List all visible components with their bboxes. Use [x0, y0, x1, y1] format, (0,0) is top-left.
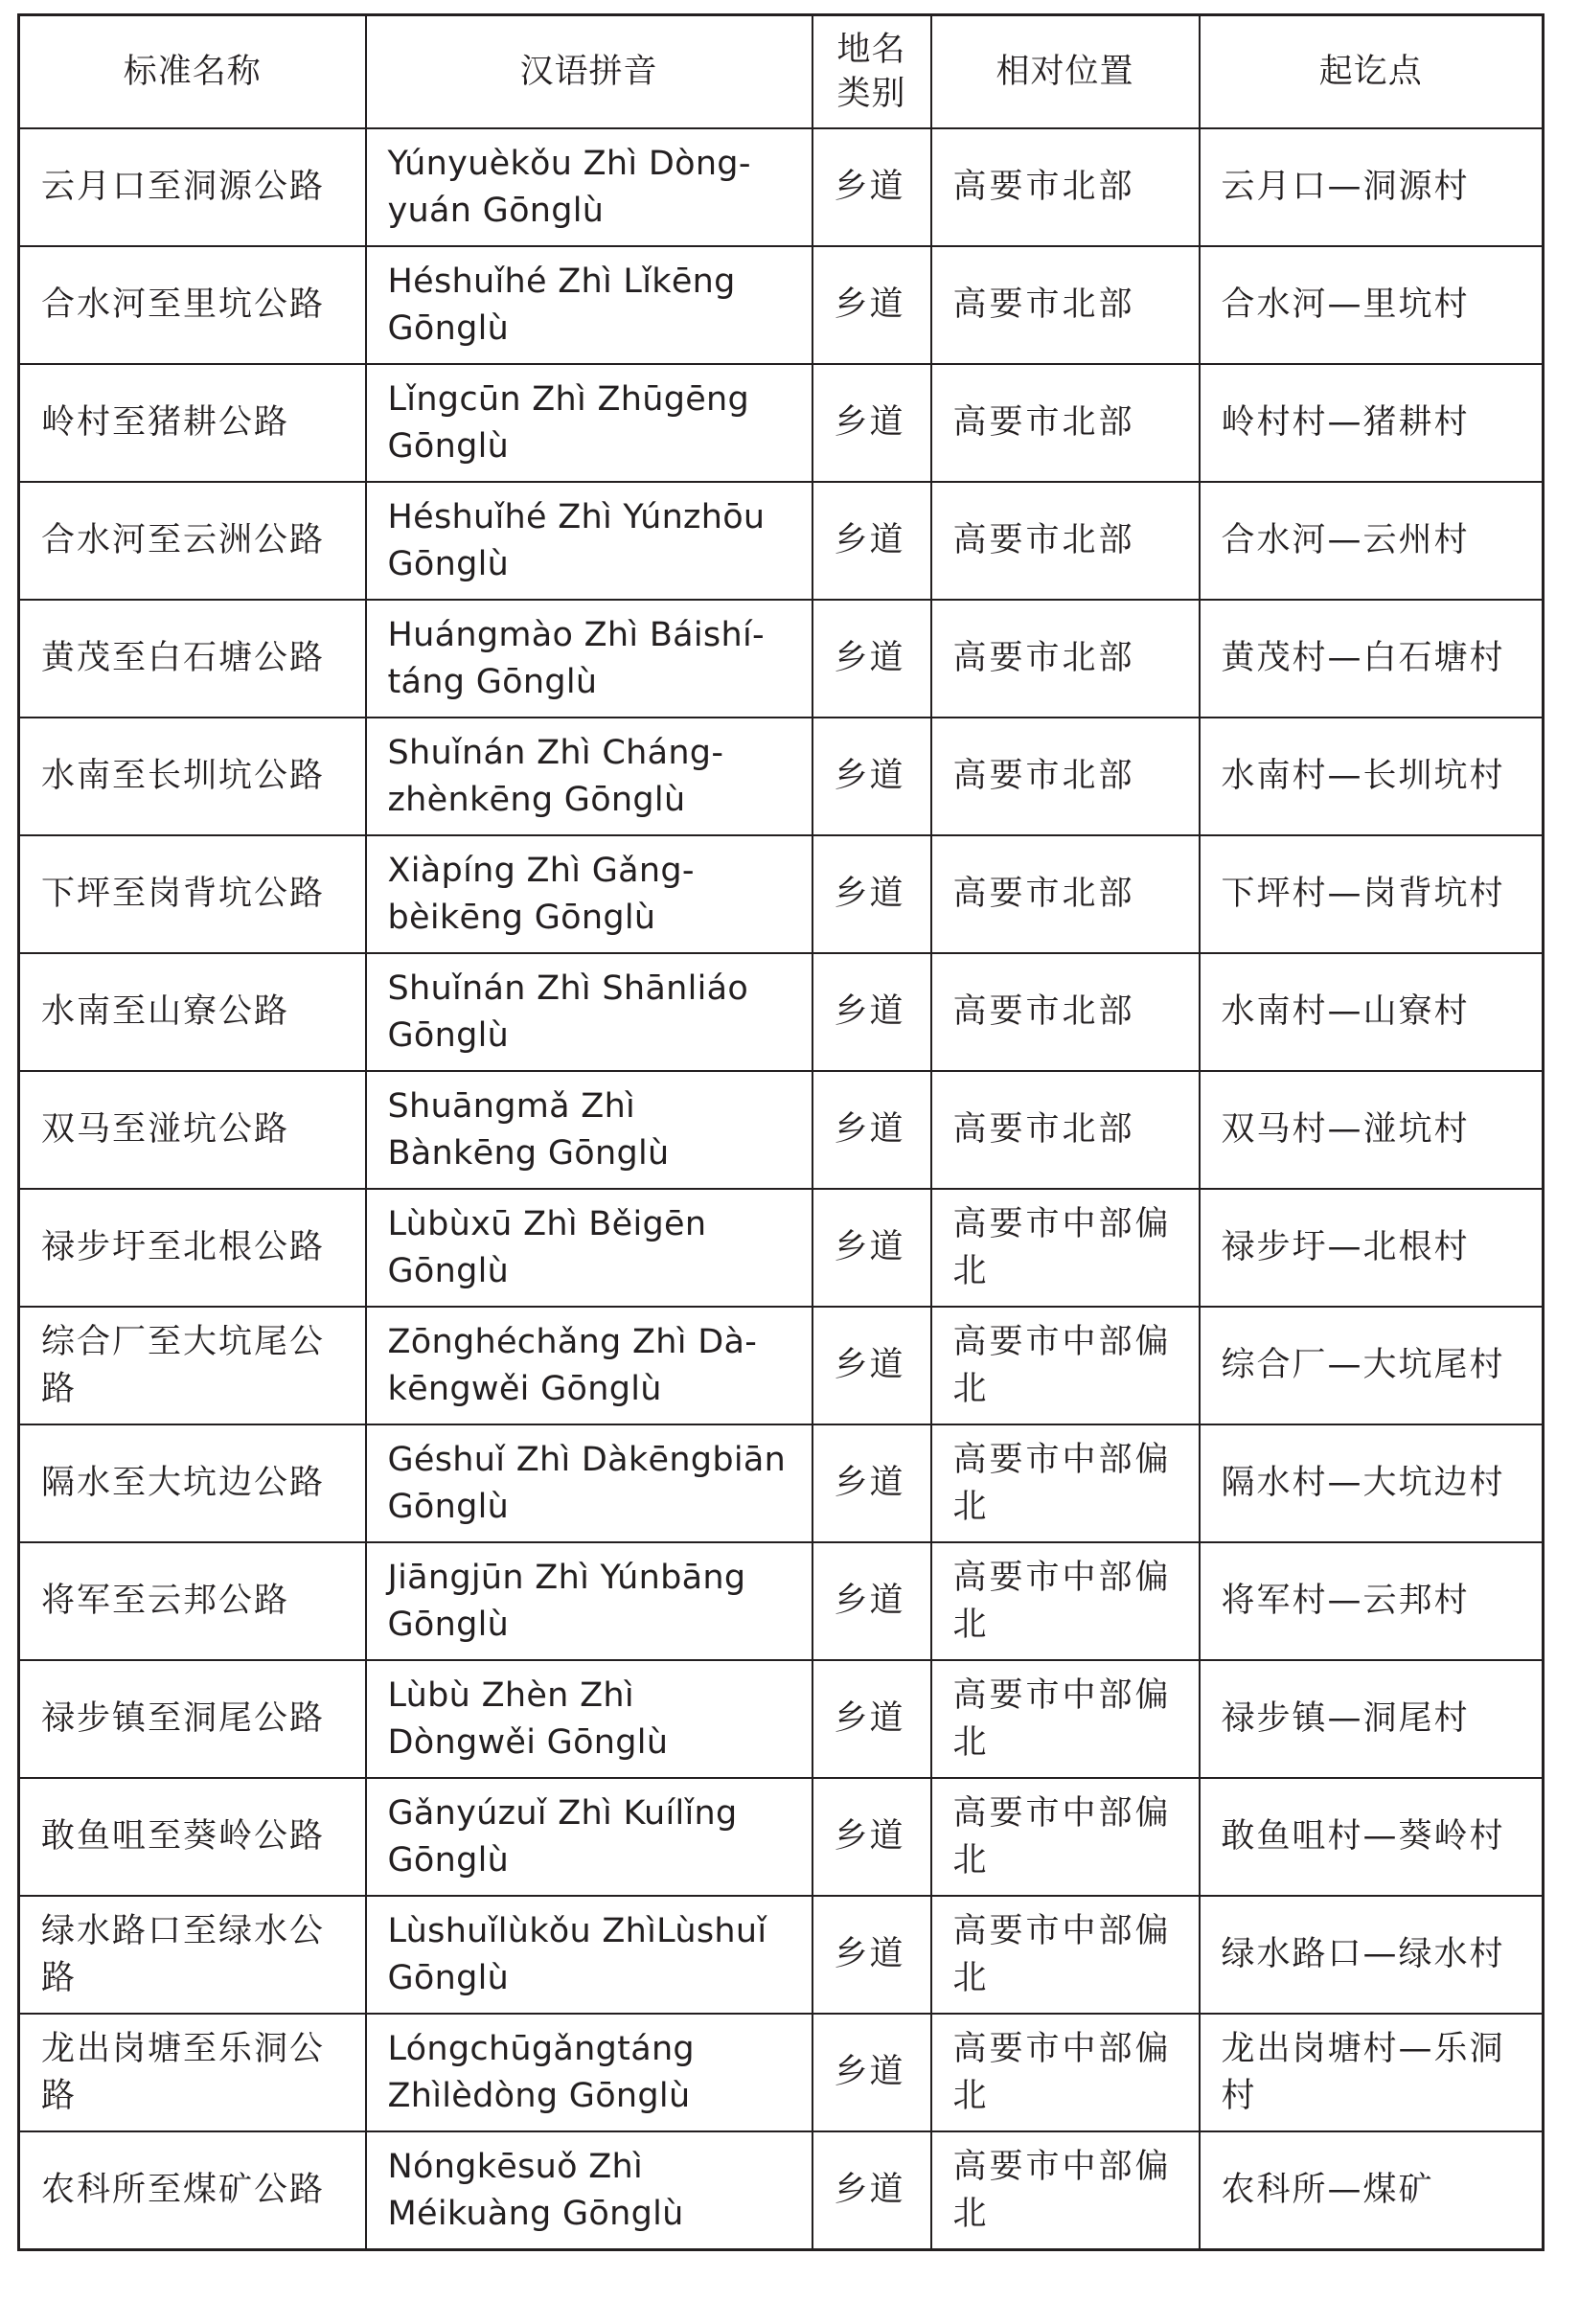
header-row: [19, 15, 1544, 129]
cell-start-end: 黄茂村—白石塘村: [1200, 600, 1544, 718]
cell-category: 乡道: [812, 1071, 931, 1189]
cell-start-end: 双马村—湴坑村: [1200, 1071, 1544, 1189]
cell-pinyin: Géshuǐ Zhì Dàkēngbiān Gōnglù: [366, 1424, 812, 1542]
cell-start-end: 禄步圩—北根村: [1200, 1189, 1544, 1307]
cell-category: 乡道: [812, 1778, 931, 1896]
cell-start-end: 水南村—长圳坑村: [1200, 718, 1544, 835]
cell-relative-position: 高要市北部: [931, 600, 1200, 718]
table-row: [19, 246, 1544, 364]
cell-standard-name: 水南至长圳坑公路: [19, 718, 366, 835]
cell-category: 乡道: [812, 1542, 931, 1660]
cell-standard-name: 水南至山寮公路: [19, 953, 366, 1071]
cell-category: 乡道: [812, 600, 931, 718]
cell-standard-name: 农科所至煤矿公路: [19, 2131, 366, 2250]
cell-standard-name: 岭村至猪耕公路: [19, 364, 366, 482]
cell-standard-name: 敢鱼咀至葵岭公路: [19, 1778, 366, 1896]
cell-pinyin: Shuāngmǎ Zhì Bànkēng Gōnglù: [366, 1071, 812, 1189]
cell-pinyin: Xiàpíng Zhì Gǎng-bèikēng Gōnglù: [366, 835, 812, 953]
cell-pinyin: Lùshuǐlùkǒu ZhìLùshuǐ Gōnglù: [366, 1896, 812, 2014]
cell-standard-name: 禄步圩至北根公路: [19, 1189, 366, 1307]
table-row: [19, 1542, 1544, 1660]
cell-category: 乡道: [812, 246, 931, 364]
header-relative-position: 相对位置: [931, 15, 1200, 129]
cell-relative-position: 高要市北部: [931, 364, 1200, 482]
cell-relative-position: 高要市中部偏北: [931, 1189, 1200, 1307]
cell-category: 乡道: [812, 1307, 931, 1424]
cell-pinyin: Huángmào Zhì Báishí-táng Gōnglù: [366, 600, 812, 718]
table-row: [19, 1778, 1544, 1896]
cell-relative-position: 高要市中部偏北: [931, 1896, 1200, 2014]
cell-category: 乡道: [812, 2131, 931, 2250]
table-row: [19, 1307, 1544, 1424]
cell-pinyin: Shuǐnán Zhì Cháng-zhènkēng Gōnglù: [366, 718, 812, 835]
table-row: [19, 1189, 1544, 1307]
table-row: [19, 364, 1544, 482]
cell-standard-name: 综合厂至大坑尾公路: [19, 1307, 366, 1424]
cell-start-end: 综合厂—大坑尾村: [1200, 1307, 1544, 1424]
cell-start-end: 敢鱼咀村—葵岭村: [1200, 1778, 1544, 1896]
cell-standard-name: 龙出岗塘至乐洞公路: [19, 2014, 366, 2131]
header-start-end: 起讫点: [1200, 15, 1544, 129]
cell-pinyin: Jiāngjūn Zhì Yúnbāng Gōnglù: [366, 1542, 812, 1660]
cell-pinyin: Zōnghéchǎng Zhì Dà-kēngwěi Gōnglù: [366, 1307, 812, 1424]
table-row: [19, 600, 1544, 718]
cell-category: 乡道: [812, 2014, 931, 2131]
cell-category: 乡道: [812, 1896, 931, 2014]
cell-relative-position: 高要市北部: [931, 246, 1200, 364]
document-page: [17, 13, 1542, 2251]
cell-pinyin: Lóngchūgǎngtáng Zhìlèdòng Gōnglù: [366, 2014, 812, 2131]
cell-pinyin: Lùbù Zhèn Zhì Dòngwěi Gōnglù: [366, 1660, 812, 1778]
cell-standard-name: 绿水路口至绿水公路: [19, 1896, 366, 2014]
table-row: [19, 1071, 1544, 1189]
cell-standard-name: 将军至云邦公路: [19, 1542, 366, 1660]
table-row: [19, 1424, 1544, 1542]
cell-pinyin: Lǐngcūn Zhì Zhūgēng Gōnglù: [366, 364, 812, 482]
cell-relative-position: 高要市中部偏北: [931, 1307, 1200, 1424]
cell-start-end: 将军村—云邦村: [1200, 1542, 1544, 1660]
cell-pinyin: Héshuǐhé Zhì Yúnzhōu Gōnglù: [366, 482, 812, 600]
table-row: [19, 953, 1544, 1071]
cell-category: 乡道: [812, 718, 931, 835]
place-name-table: [17, 13, 1545, 2251]
cell-category: 乡道: [812, 1660, 931, 1778]
cell-category: 乡道: [812, 364, 931, 482]
cell-category: 乡道: [812, 482, 931, 600]
cell-standard-name: 合水河至云洲公路: [19, 482, 366, 600]
cell-relative-position: 高要市北部: [931, 835, 1200, 953]
table-row: [19, 2131, 1544, 2250]
cell-standard-name: 云月口至洞源公路: [19, 128, 366, 246]
cell-start-end: 绿水路口—绿水村: [1200, 1896, 1544, 2014]
header-standard-name: 标准名称: [19, 15, 366, 129]
cell-relative-position: 高要市北部: [931, 482, 1200, 600]
cell-start-end: 隔水村—大坑边村: [1200, 1424, 1544, 1542]
cell-category: 乡道: [812, 128, 931, 246]
table-row: [19, 835, 1544, 953]
cell-category: 乡道: [812, 1189, 931, 1307]
cell-category: 乡道: [812, 953, 931, 1071]
cell-relative-position: 高要市中部偏北: [931, 1424, 1200, 1542]
cell-standard-name: 隔水至大坑边公路: [19, 1424, 366, 1542]
cell-relative-position: 高要市中部偏北: [931, 2131, 1200, 2250]
cell-standard-name: 下坪至岗背坑公路: [19, 835, 366, 953]
cell-standard-name: 双马至湴坑公路: [19, 1071, 366, 1189]
cell-pinyin: Yúnyuèkǒu Zhì Dòng-yuán Gōnglù: [366, 128, 812, 246]
cell-relative-position: 高要市中部偏北: [931, 1660, 1200, 1778]
table-body: [19, 128, 1544, 2250]
cell-start-end: 合水河—云州村: [1200, 482, 1544, 600]
cell-standard-name: 禄步镇至洞尾公路: [19, 1660, 366, 1778]
table-header: [19, 15, 1544, 129]
cell-start-end: 下坪村—岗背坑村: [1200, 835, 1544, 953]
cell-pinyin: Gǎnyúzuǐ Zhì Kuílǐng Gōnglù: [366, 1778, 812, 1896]
cell-start-end: 云月口—洞源村: [1200, 128, 1544, 246]
header-category: 地名类别: [812, 15, 931, 129]
header-pinyin: 汉语拼音: [366, 15, 812, 129]
cell-start-end: 水南村—山寮村: [1200, 953, 1544, 1071]
table-row: [19, 128, 1544, 246]
cell-start-end: 岭村村—猪耕村: [1200, 364, 1544, 482]
table-row: [19, 2014, 1544, 2131]
cell-relative-position: 高要市北部: [931, 1071, 1200, 1189]
table-row: [19, 1660, 1544, 1778]
cell-start-end: 龙出岗塘村—乐洞村: [1200, 2014, 1544, 2131]
table-row: [19, 482, 1544, 600]
cell-relative-position: 高要市北部: [931, 718, 1200, 835]
cell-relative-position: 高要市北部: [931, 953, 1200, 1071]
cell-pinyin: Lùbùxū Zhì Běigēn Gōnglù: [366, 1189, 812, 1307]
cell-category: 乡道: [812, 835, 931, 953]
cell-pinyin: Héshuǐhé Zhì Lǐkēng Gōnglù: [366, 246, 812, 364]
table-row: [19, 718, 1544, 835]
cell-relative-position: 高要市中部偏北: [931, 1778, 1200, 1896]
cell-start-end: 禄步镇—洞尾村: [1200, 1660, 1544, 1778]
cell-pinyin: Shuǐnán Zhì Shānliáo Gōnglù: [366, 953, 812, 1071]
cell-standard-name: 黄茂至白石塘公路: [19, 600, 366, 718]
cell-standard-name: 合水河至里坑公路: [19, 246, 366, 364]
cell-category: 乡道: [812, 1424, 931, 1542]
cell-start-end: 农科所—煤矿: [1200, 2131, 1544, 2250]
cell-relative-position: 高要市中部偏北: [931, 2014, 1200, 2131]
cell-relative-position: 高要市北部: [931, 128, 1200, 246]
cell-start-end: 合水河—里坑村: [1200, 246, 1544, 364]
table-row: [19, 1896, 1544, 2014]
cell-relative-position: 高要市中部偏北: [931, 1542, 1200, 1660]
cell-pinyin: Nóngkēsuǒ Zhì Méikuàng Gōnglù: [366, 2131, 812, 2250]
